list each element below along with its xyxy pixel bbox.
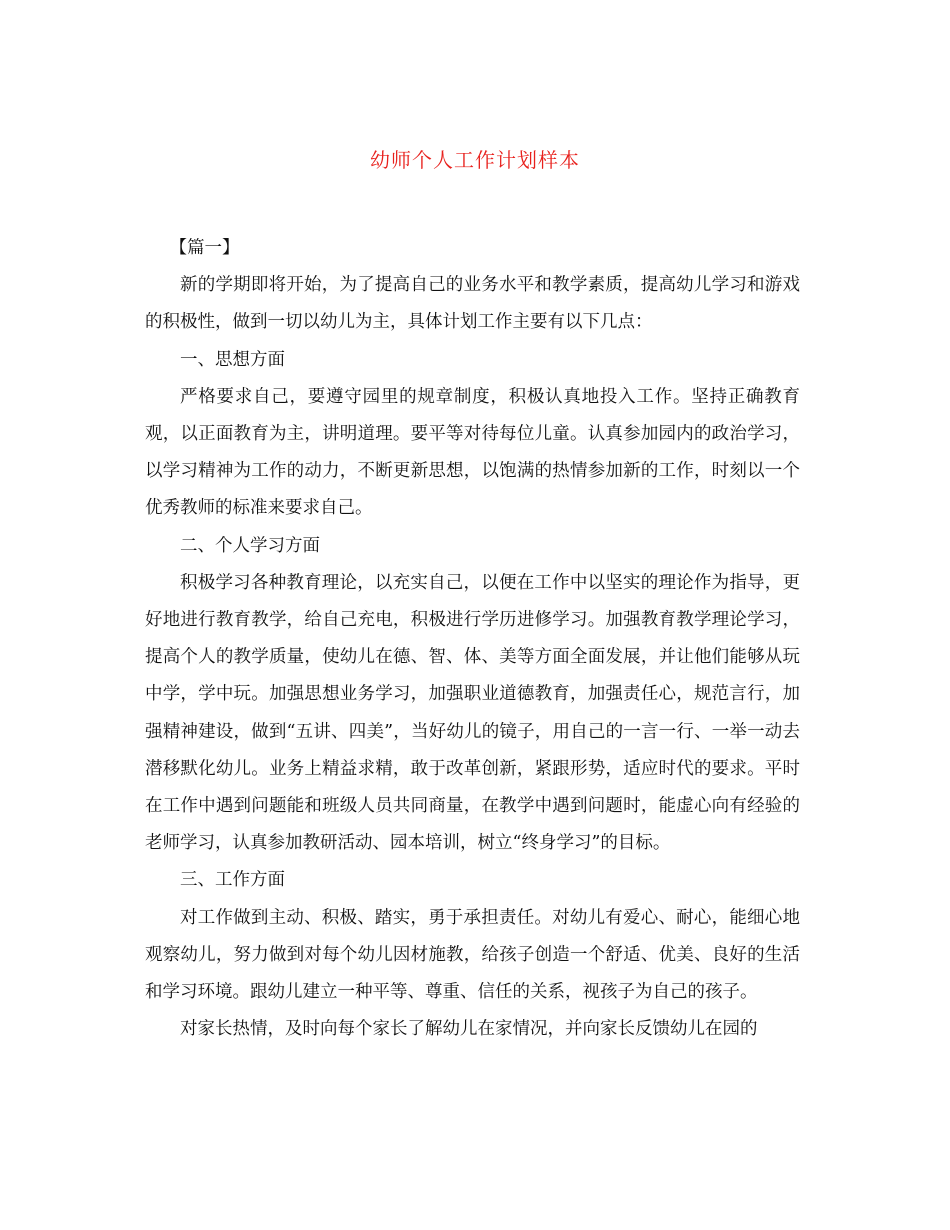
section-heading-study: 二、个人学习方面 — [180, 535, 320, 556]
study-paragraph: 积极学习各种教育理论，以充实自己，以便在工作中以坚实的理论作为指导，更好地进行教育教学，给自己充电，积极进行学历进修学习。加强教育教学理论学习，提高个人的教学质量，使幼儿在德、智、体、美等方面全面发展，并让他们能够从玩中学，学中玩。加强思想业务学习，加强职业道德教育，加强责任心，规范言行，加强精神建设，做到“五讲、四美”，当好幼儿的镜子，用自己的一言一行、一举一动去潜移默化幼儿。业务上精益求精，敢于改革创新，紧跟形势，适应时代的要求。平时在工作中遇到问题能和班级人员共同商量，在教学中遇到问题时，能虚心向有经验的老师学习，认真参加教研活动、园本培训，树立“终身学习”的目标。 — [145, 572, 800, 854]
document-title: 幼师个人工作计划样本 — [370, 148, 580, 172]
intro-paragraph: 新的学期即将开始，为了提高自己的业务水平和教学素质，提高幼儿学习和游戏的积极性，做到一切以幼儿为主，具体计划工作主要有以下几点： — [145, 275, 800, 333]
thought-paragraph: 严格要求自己，要遵守园里的规章制度，积极认真地投入工作。坚持正确教育观，以正面教育为主，讲明道理。要平等对待每位儿童。认真参加园内的政治学习，以学习精神为工作的动力，不断更新思想，以饱满的热情参加新的工作，时刻以一个优秀教师的标准来要求自己。 — [145, 386, 800, 519]
parents-paragraph: 对家长热情，及时向每个家长了解幼儿在家情况，并向家长反馈幼儿在园的 — [180, 1019, 758, 1040]
document-body — [145, 230, 800, 1048]
work-paragraph: 对工作做到主动、积极、踏实，勇于承担责任。对幼儿有爱心、耐心，能细心地观察幼儿，努力做到对每个幼儿因材施教，给孩子创造一个舒适、优美、良好的生活和学习环境。跟幼儿建立一种平等、尊重、信任的关系，视孩子为自己的孩子。 — [145, 907, 800, 1003]
section-label: 【篇一】 — [169, 238, 240, 258]
section-heading-thought: 一、思想方面 — [180, 349, 285, 370]
section-heading-work: 三、工作方面 — [180, 870, 285, 891]
